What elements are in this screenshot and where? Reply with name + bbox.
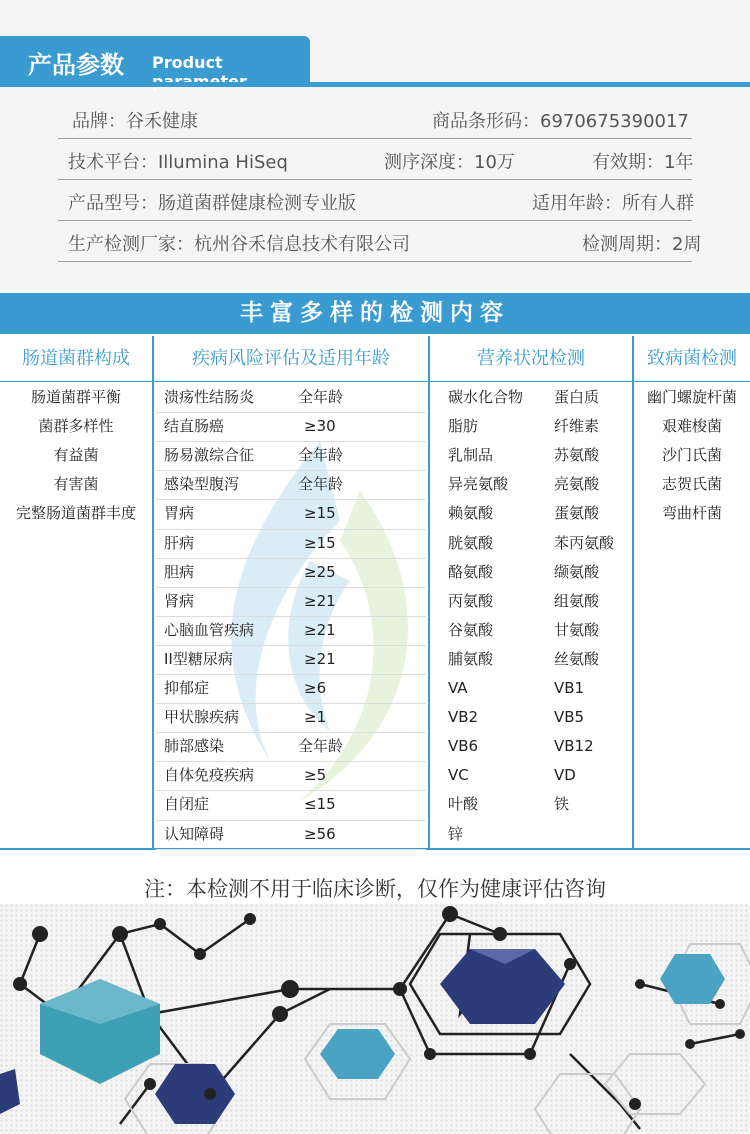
disease-name: II型糖尿病	[164, 649, 233, 668]
nutrition-item: 蛋白质	[554, 388, 600, 406]
period-field: 检测周期：2周	[582, 234, 702, 255]
disease-age: ≥15	[304, 504, 336, 523]
nutrition-item: VC	[448, 766, 469, 785]
row-separator	[156, 558, 426, 559]
nutrition-item: 缬氨酸	[554, 562, 600, 581]
column-divider	[152, 336, 154, 850]
row-separator	[156, 529, 426, 530]
title-underline	[0, 82, 750, 87]
product-parameter-section	[0, 0, 750, 290]
detection-table	[0, 336, 750, 850]
section-title-tab	[0, 36, 310, 86]
nutrition-item: VB1	[554, 679, 585, 697]
header-disease: 疾病风险评估及适用年龄	[192, 348, 390, 369]
pathogen-item: 志贺氏菌	[661, 475, 722, 494]
depth-field: 测序深度：10万	[384, 152, 515, 173]
disease-age: ≥5	[304, 766, 327, 785]
disease-name: 自闭症	[164, 795, 210, 814]
parameter-row	[58, 221, 702, 262]
disease-name: 溃疡性结肠炎	[164, 388, 255, 406]
nutrition-item: VD	[554, 766, 576, 785]
disease-age: 全年龄	[298, 475, 344, 494]
parameter-row	[58, 180, 692, 221]
parameter-row	[58, 98, 692, 139]
column-divider	[428, 336, 430, 850]
disease-age: ≥56	[304, 824, 336, 843]
nutrition-item: 脂肪	[448, 417, 479, 436]
disease-name: 认知障碍	[164, 824, 225, 843]
disclaimer-note: 注：本检测不用于临床诊断，仅作为健康评估咨询	[0, 852, 750, 904]
disease-name: 结直肠癌	[164, 417, 225, 436]
disease-age: ≥6	[304, 679, 327, 697]
nutrition-item: 叶酸	[448, 795, 479, 814]
disease-age: 全年龄	[298, 446, 344, 465]
disease-age: ≥15	[304, 533, 336, 552]
pathogen-item: 沙门氏菌	[661, 446, 722, 465]
disease-name: 肾病	[164, 591, 195, 610]
nutrition-item: 赖氨酸	[448, 504, 494, 523]
disease-age: ≥21	[304, 620, 336, 639]
nutrition-item: 纤维素	[554, 417, 600, 436]
manufacturer-field: 生产检测厂家：杭州谷禾信息技术有限公司	[68, 234, 410, 255]
nutrition-item: VB5	[554, 708, 585, 727]
disease-name: 胃病	[164, 504, 195, 523]
row-separator	[156, 587, 426, 588]
pathogen-item: 弯曲杆菌	[661, 504, 722, 523]
nutrition-item: 丙氨酸	[448, 591, 494, 610]
disease-name: 胆病	[164, 562, 195, 581]
parameter-list	[58, 98, 702, 262]
disease-name: 甲状腺疾病	[164, 708, 240, 727]
disease-name: 感染型腹泻	[164, 475, 240, 494]
disease-age: ≥21	[304, 591, 336, 610]
validity-field: 有效期：1年	[592, 152, 694, 173]
nutrition-item: 碳水化合物	[448, 388, 524, 406]
disease-age: ≤15	[304, 795, 336, 814]
row-separator	[156, 849, 426, 850]
flora-item: 有害菌	[53, 475, 99, 494]
nutrition-item: 苏氨酸	[554, 446, 600, 465]
disease-name: 肠易激综合征	[164, 446, 255, 465]
header-nutrition: 营养状况检测	[477, 348, 585, 369]
disease-name: 自体免疫疾病	[164, 766, 255, 785]
nutrition-item: 亮氨酸	[554, 475, 600, 494]
header-flora: 肠道菌群构成	[22, 348, 130, 369]
molecule-decoration	[0, 904, 750, 1134]
nutrition-item: 丝氨酸	[554, 649, 600, 668]
nutrition-item: 谷氨酸	[448, 620, 494, 639]
nutrition-item: 异亮氨酸	[448, 475, 509, 494]
detection-content-banner: 丰富多样的检测内容	[0, 293, 750, 334]
nutrition-item: VA	[448, 679, 468, 697]
disease-age: 全年龄	[298, 737, 344, 756]
disease-name: 心脑血管疾病	[164, 620, 255, 639]
disease-age: ≥25	[304, 562, 336, 581]
nutrition-item: VB6	[448, 737, 479, 756]
brand-field: 品牌：谷禾健康	[72, 111, 198, 132]
pathogen-item: 艰难梭菌	[661, 417, 722, 436]
nutrition-item: 胱氨酸	[448, 533, 494, 552]
disease-age: ≥21	[304, 649, 336, 668]
nutrition-item: 苯丙氨酸	[554, 533, 615, 552]
disease-name: 肝病	[164, 533, 195, 552]
age-field: 适用年龄：所有人群	[532, 193, 694, 214]
nutrition-item: 酪氨酸	[448, 562, 494, 581]
disease-age: ≥30	[304, 417, 336, 436]
nutrition-item: VB2	[448, 708, 479, 727]
flora-item: 菌群多样性	[38, 417, 114, 436]
section-title-zh: 产品参数	[28, 51, 124, 79]
flora-item: 肠道菌群平衡	[30, 388, 121, 406]
model-field: 产品型号：肠道菌群健康检测专业版	[68, 193, 356, 214]
nutrition-item: 蛋氨酸	[554, 504, 600, 523]
nutrition-item: 乳制品	[448, 446, 494, 465]
section-title-en: Product	[152, 53, 223, 72]
disease-name: 肺部感染	[164, 737, 225, 756]
parameter-row	[58, 139, 692, 180]
platform-field: 技术平台：Illumina HiSeq	[68, 152, 288, 173]
pathogen-item: 幽门螺旋杆菌	[646, 388, 737, 406]
row-separator	[156, 499, 426, 500]
nutrition-item: 组氨酸	[554, 591, 600, 610]
disease-age: 全年龄	[298, 388, 344, 406]
header-pathogen: 致病菌检测	[647, 348, 737, 369]
nutrition-item: 铁	[554, 795, 570, 814]
barcode-field: 商品条形码：6970675390017	[432, 111, 689, 132]
table-header	[0, 336, 750, 382]
disease-name: 抑郁症	[164, 679, 210, 697]
flora-item: 有益菌	[53, 446, 99, 465]
nutrition-item: 脯氨酸	[448, 649, 494, 668]
nutrition-item: 甘氨酸	[554, 620, 600, 639]
flora-item: 完整肠道菌群丰度	[15, 504, 136, 523]
nutrition-item: VB12	[554, 737, 594, 756]
disease-age: ≥1	[304, 708, 327, 727]
nutrition-item: 锌	[448, 824, 464, 843]
